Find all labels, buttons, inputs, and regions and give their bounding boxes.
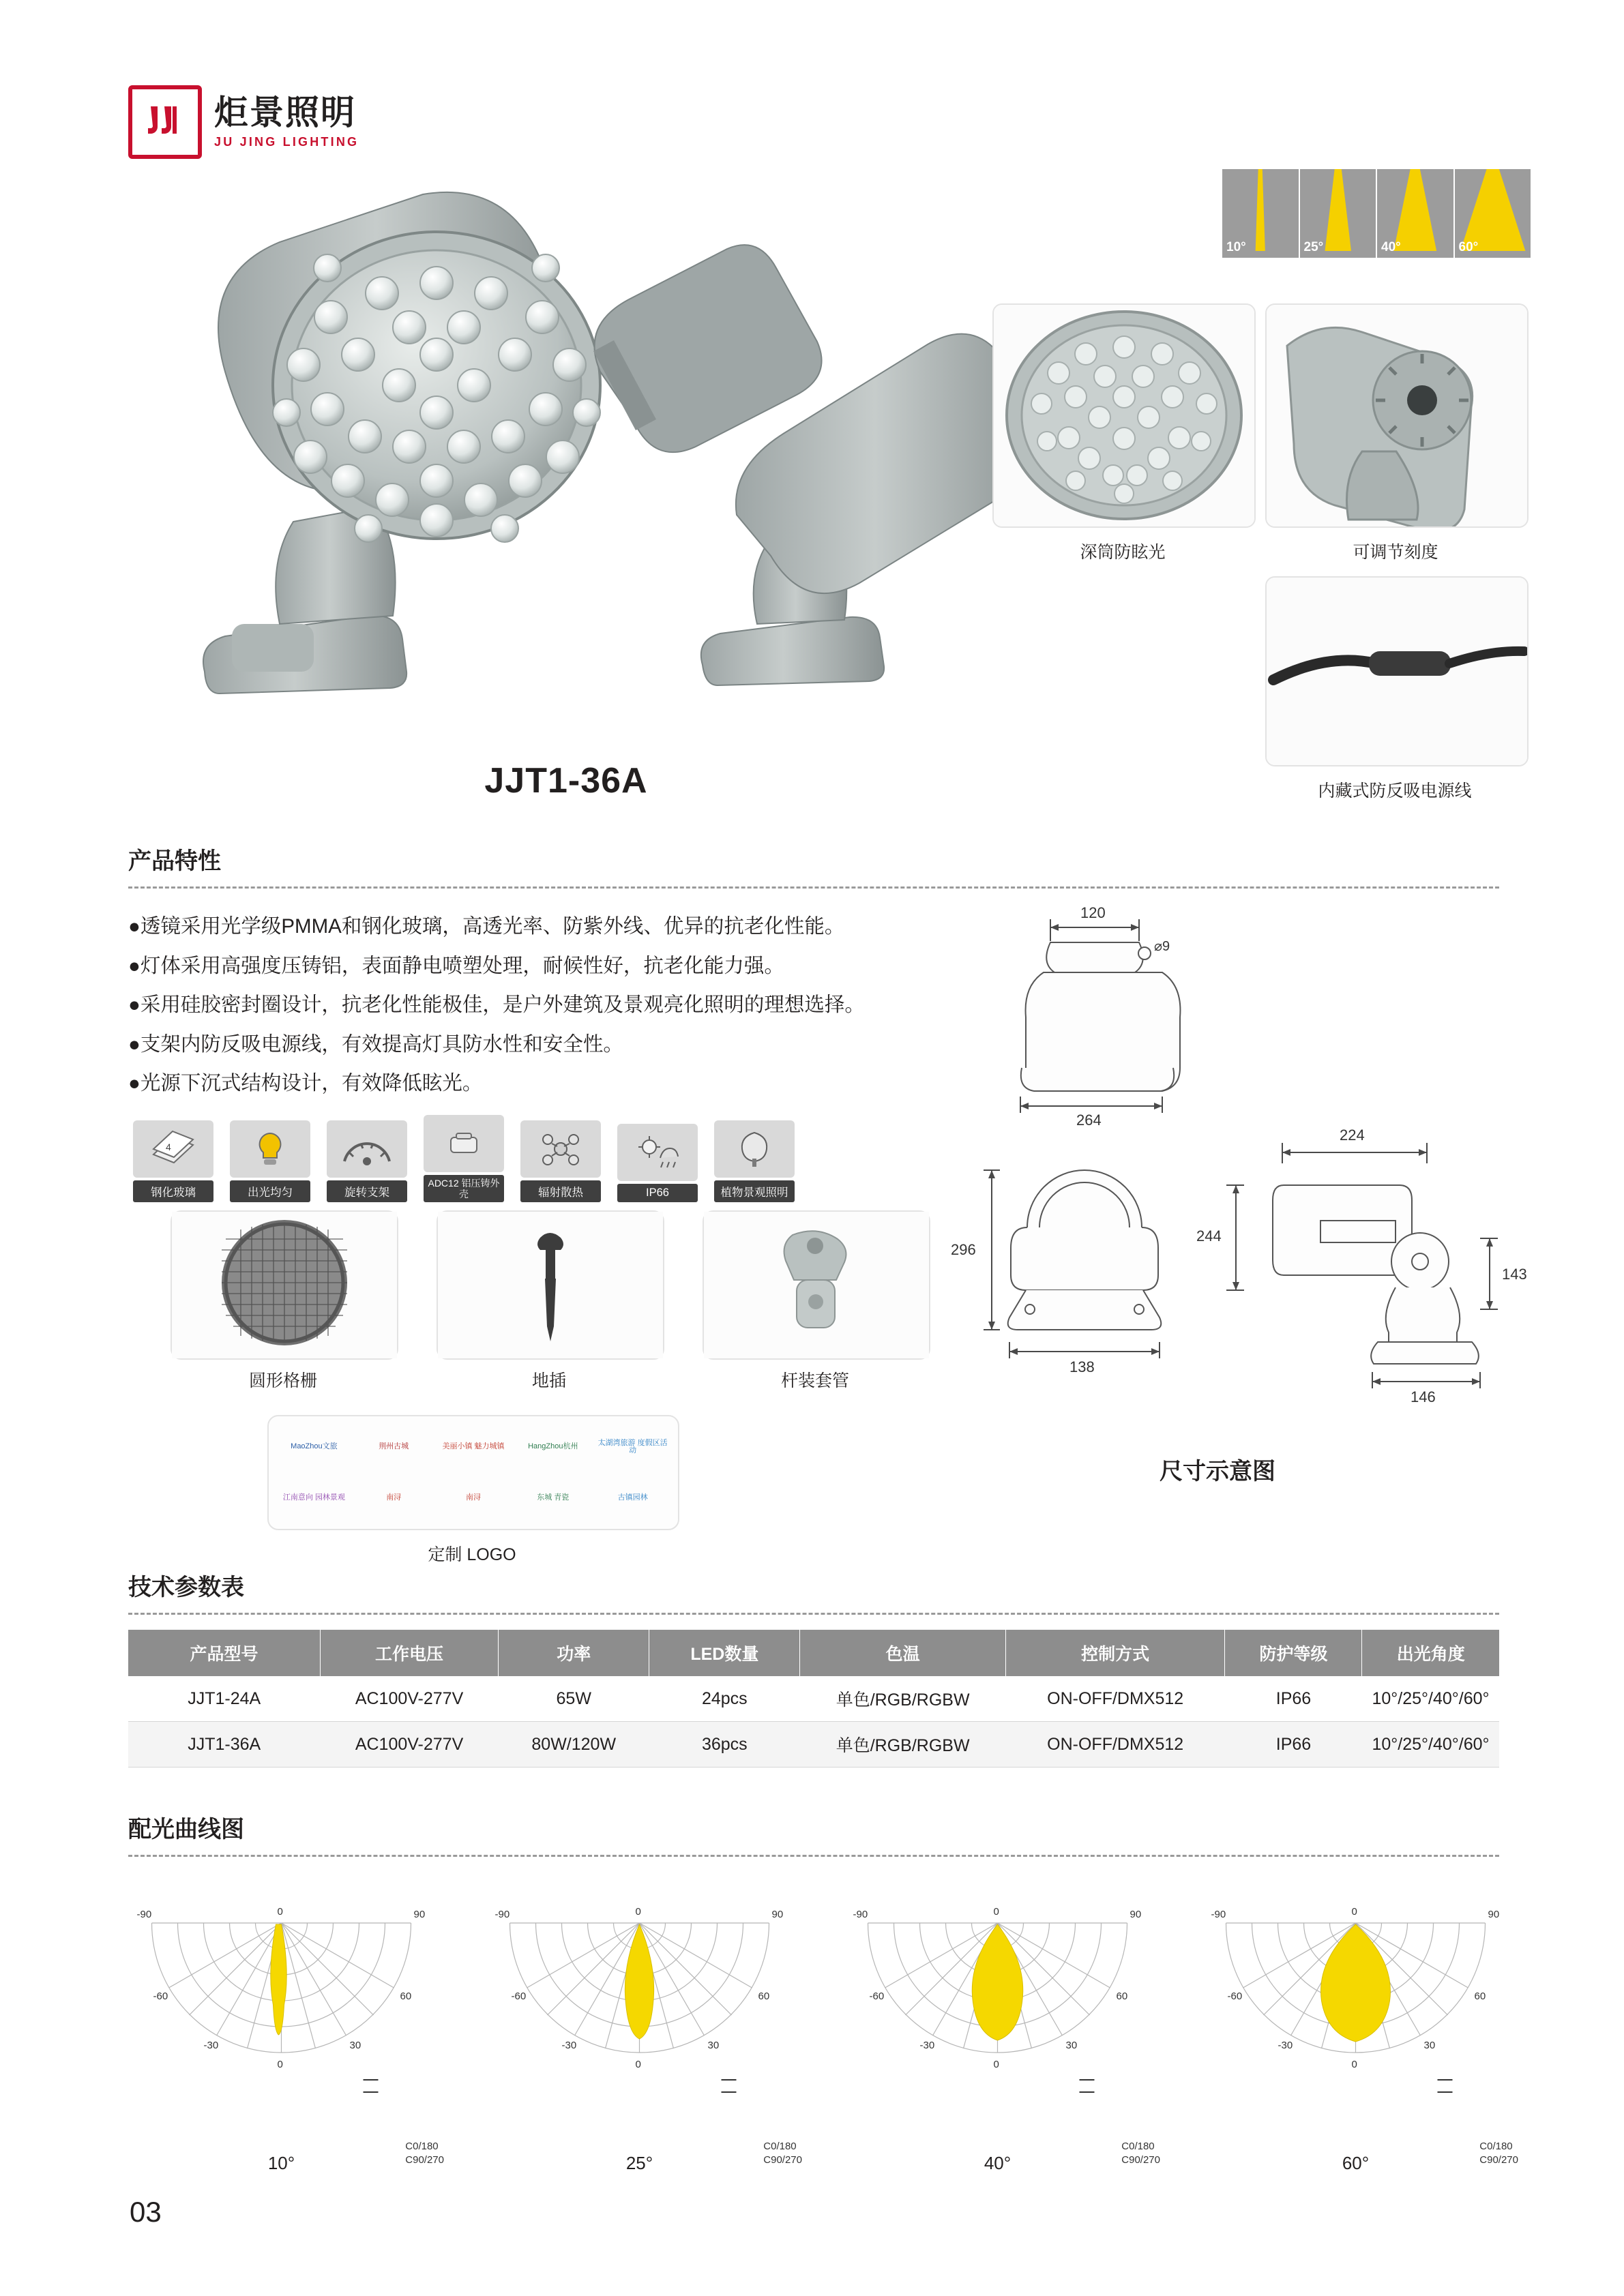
product-model-name: JJT1-36A <box>484 761 648 801</box>
svg-text:-60: -60 <box>1227 1991 1243 2002</box>
brand-name-en: JU JING LIGHTING <box>214 134 359 149</box>
polar-diagram-10 <box>102 1882 460 2114</box>
curve-legend-c0: C0/180 <box>1121 2140 1155 2152</box>
accessory-card-pole-sleeve <box>703 1210 930 1360</box>
curve-legend-c90: C90/270 <box>763 2153 802 2166</box>
beam-cell-40 <box>1377 169 1453 258</box>
curve-legend-c0: C0/180 <box>1479 2140 1513 2152</box>
feature-bullet: ●透镜采用光学级PMMA和钢化玻璃，高透光率、防紫外线、优异的抗老化性能。 <box>128 915 845 938</box>
svg-text:-90: -90 <box>1211 1909 1226 1920</box>
icon-caption: 旋转支架 <box>327 1180 407 1202</box>
adc12-housing-icon <box>424 1115 504 1172</box>
section-title-curves: 配光曲线图 <box>128 1817 244 1843</box>
svg-text:264: 264 <box>1076 1112 1102 1129</box>
spec-cell-ip: IP66 <box>1225 1676 1362 1722</box>
waterproof-sun-rain-icon <box>636 1133 679 1172</box>
spec-table <box>128 1630 1499 1768</box>
feature-bullet: ●支架内防反吸电源线，有效提高灯具防水性和安全性。 <box>128 1032 623 1056</box>
spec-cell-beam-angle: 10°/25°/40°/60° <box>1362 1676 1499 1722</box>
icon-caption: 出光均匀 <box>230 1180 310 1202</box>
svg-text:-30: -30 <box>1278 2040 1293 2051</box>
logo-chip: 荆州古城 <box>379 1442 409 1451</box>
logo-chip: 美丽小镇 魅力城镇 <box>442 1442 505 1451</box>
thumb-adjustable-scale <box>1265 303 1529 528</box>
svg-text:⌀9: ⌀9 <box>1154 939 1170 954</box>
logo-chip: 东城 青瓷 <box>537 1493 570 1502</box>
spec-cell-control: ON-OFF/DMX512 <box>1005 1676 1225 1722</box>
spec-cell-led-count: 24pcs <box>649 1676 800 1722</box>
polar-diagram-25 <box>460 1882 818 2114</box>
beam-label-10: 10° <box>1226 240 1246 254</box>
curve-caption-10: 10° <box>267 2153 295 2173</box>
svg-text:30: 30 <box>707 2040 720 2051</box>
svg-text:120: 120 <box>1080 904 1106 921</box>
built-in-cable-photo <box>1267 578 1527 765</box>
curve-caption-25: 25° <box>625 2153 653 2173</box>
svg-text:0: 0 <box>277 2059 283 2070</box>
svg-text:-60: -60 <box>153 1991 168 2002</box>
spec-header-power: 功率 <box>499 1630 649 1676</box>
spec-header-cct: 色温 <box>800 1630 1006 1676</box>
table-row <box>128 1676 1499 1722</box>
section-title-features: 产品特性 <box>128 848 221 874</box>
section-title-params: 技术参数表 <box>128 1575 244 1600</box>
curve-caption-40: 40° <box>984 2153 1012 2173</box>
svg-text:-30: -30 <box>203 2040 219 2051</box>
accessory-card-ground-spike <box>437 1210 664 1360</box>
brand-text <box>214 95 359 149</box>
spec-cell-beam-angle: 10°/25°/40°/60° <box>1362 1722 1499 1768</box>
beam-cell-25 <box>1300 169 1376 258</box>
accessory-card-round-grille <box>171 1210 398 1360</box>
svg-text:-30: -30 <box>561 2040 577 2051</box>
custom-logo-caption: 定制 LOGO <box>428 1545 516 1564</box>
beam-label-60: 60° <box>1458 240 1479 254</box>
svg-text:60: 60 <box>1474 1991 1486 2002</box>
icon-caption: 植物景观照明 <box>714 1180 795 1202</box>
spec-header-control: 控制方式 <box>1005 1630 1225 1676</box>
svg-text:296: 296 <box>951 1241 976 1258</box>
icon-item-rotating-bracket <box>323 1120 411 1202</box>
svg-text:60: 60 <box>1116 1991 1128 2002</box>
accessory-caption-ground-spike: 地插 <box>531 1371 566 1390</box>
logo-chip: 南浔 <box>386 1493 402 1502</box>
spec-cell-power: 80W/120W <box>499 1722 649 1768</box>
thumb-built-in-cable <box>1265 576 1529 766</box>
beam-label-25: 25° <box>1303 240 1324 254</box>
jj-monogram-icon <box>141 98 189 146</box>
ground-spike-photo <box>438 1212 663 1358</box>
spec-table-header-row <box>128 1630 1499 1676</box>
logo-chip: HangZhou杭州 <box>528 1442 578 1451</box>
logo-chip: MaoZhou文旅 <box>291 1442 338 1451</box>
curve-chart-40 <box>818 1882 1177 2173</box>
custom-logo-grid <box>276 1423 671 1522</box>
svg-text:-60: -60 <box>869 1991 885 2002</box>
curve-legend-c0: C0/180 <box>405 2140 439 2152</box>
spec-cell-led-count: 36pcs <box>649 1722 800 1768</box>
lamp-front-view <box>203 192 600 694</box>
radiating-dots-icon <box>540 1130 582 1168</box>
icon-caption-adc12: ADC12 铝压铸外壳 <box>424 1175 504 1202</box>
icon-item-adc12-housing <box>420 1115 507 1202</box>
feature-icon-row <box>130 1115 798 1202</box>
beam-cell-10 <box>1222 169 1299 258</box>
beam-cell-60 <box>1455 169 1531 258</box>
spec-header-beam-angle: 出光角度 <box>1362 1630 1499 1676</box>
dimension-drawings <box>941 900 1569 1446</box>
svg-text:0: 0 <box>277 1906 283 1918</box>
polar-diagram-40 <box>818 1882 1177 2114</box>
logo-chip: 古镇园林 <box>617 1493 648 1502</box>
uniform-light-icon <box>230 1120 310 1178</box>
spec-cell-ip: IP66 <box>1225 1722 1362 1768</box>
curve-caption-60: 60° <box>1342 2153 1370 2173</box>
svg-text:138: 138 <box>1069 1358 1095 1375</box>
svg-text:4: 4 <box>166 1142 171 1153</box>
curve-legend-c90: C90/270 <box>1121 2153 1160 2166</box>
svg-text:60: 60 <box>400 1991 412 2002</box>
icon-item-landscape-lighting <box>711 1120 798 1202</box>
floodlight-illustration <box>123 147 1078 760</box>
logo-chip: 太湖湾旅游 度假区活动 <box>597 1438 668 1455</box>
lamp-side-view <box>593 245 1045 685</box>
landscape-lighting-icon <box>714 1120 795 1178</box>
svg-text:90: 90 <box>771 1909 784 1920</box>
pole-mount-sleeve-photo <box>704 1212 929 1358</box>
dimension-title: 尺寸示意图 <box>1160 1459 1275 1485</box>
svg-text:-90: -90 <box>494 1909 510 1920</box>
polar-diagram-60 <box>1177 1882 1535 2114</box>
svg-text:0: 0 <box>993 2059 999 2070</box>
svg-text:224: 224 <box>1340 1127 1365 1144</box>
ip66-icon <box>617 1124 698 1181</box>
divider-curves <box>128 1855 1499 1857</box>
divider-params <box>128 1613 1499 1615</box>
icon-item-heat-dissipation <box>517 1120 604 1202</box>
tree-icon <box>734 1130 775 1168</box>
svg-text:0: 0 <box>1351 2059 1357 2070</box>
svg-text:90: 90 <box>1488 1909 1500 1920</box>
rotating-bracket-icon <box>327 1120 407 1178</box>
housing-shape-icon <box>448 1132 479 1155</box>
curve-legend-c0: C0/180 <box>763 2140 797 2152</box>
spec-cell-cct: 单色/RGB/RGBW <box>800 1676 1006 1722</box>
brand-name-cn: 炬景照明 <box>214 93 356 132</box>
spec-header-led-count: LED数量 <box>649 1630 800 1676</box>
svg-text:-90: -90 <box>136 1909 152 1920</box>
curve-legend-c90: C90/270 <box>405 2153 444 2166</box>
spec-cell-control: ON-OFF/DMX512 <box>1005 1722 1225 1768</box>
icon-item-tempered-glass <box>130 1120 217 1202</box>
page-number: 03 <box>130 2196 162 2228</box>
curve-legend-c90: C90/270 <box>1479 2153 1518 2166</box>
photometric-curve-row <box>102 1882 1535 2173</box>
svg-text:146: 146 <box>1411 1388 1436 1405</box>
svg-text:90: 90 <box>413 1909 426 1920</box>
svg-text:0: 0 <box>635 2059 641 2070</box>
svg-text:-90: -90 <box>853 1909 868 1920</box>
svg-text:0: 0 <box>993 1906 999 1918</box>
glass-layers-icon <box>149 1130 197 1168</box>
feature-bullet: ●光源下沉式结构设计，有效降低眩光。 <box>128 1072 483 1095</box>
accessory-caption-round-grille: 圆形格栅 <box>248 1371 317 1390</box>
thumb-caption-adjustable-scale: 可调节刻度 <box>1353 543 1438 562</box>
hero-product-image <box>123 147 1078 760</box>
heat-dissipation-icon <box>520 1120 601 1178</box>
svg-text:30: 30 <box>1423 2040 1436 2051</box>
icon-caption: IP66 <box>617 1184 698 1202</box>
dimension-svg <box>941 900 1569 1446</box>
spec-cell-cct: 单色/RGB/RGBW <box>800 1722 1006 1768</box>
feature-bullet-list <box>128 907 933 1103</box>
svg-text:-30: -30 <box>919 2040 935 2051</box>
curve-chart-60 <box>1177 1882 1535 2173</box>
spec-header-model: 产品型号 <box>128 1630 320 1676</box>
spec-cell-power: 65W <box>499 1676 649 1722</box>
feature-bullet: ●采用硅胶密封圈设计，抗老化性能极佳，是户外建筑及景观亮化照明的理想选择。 <box>128 994 865 1017</box>
svg-text:244: 244 <box>1196 1227 1222 1244</box>
rotation-arc-icon <box>340 1130 394 1168</box>
curve-chart-25 <box>460 1882 818 2173</box>
thumb-deep-glare-shield <box>992 303 1256 528</box>
svg-text:30: 30 <box>1065 2040 1078 2051</box>
spec-cell-model: JJT1-24A <box>128 1676 320 1722</box>
svg-text:0: 0 <box>1351 1906 1357 1918</box>
beam-angle-strip <box>1222 169 1531 258</box>
icon-item-ip66 <box>614 1124 701 1202</box>
icon-caption: 钢化玻璃 <box>133 1180 213 1202</box>
svg-text:60: 60 <box>758 1991 770 2002</box>
logo-chip: 江南意向 园林景观 <box>282 1493 345 1502</box>
tempered-glass-icon <box>133 1120 213 1178</box>
icon-item-uniform-light <box>226 1120 314 1202</box>
curve-chart-10 <box>102 1882 460 2173</box>
thumb-caption-deep-glare-shield: 深筒防眩光 <box>1080 543 1166 562</box>
accessory-caption-pole-sleeve: 杆装套管 <box>780 1371 849 1390</box>
divider-features <box>128 886 1499 889</box>
spec-header-ip: 防护等级 <box>1225 1630 1362 1676</box>
deep-glare-shield-photo <box>994 305 1254 526</box>
svg-text:-60: -60 <box>511 1991 527 2002</box>
light-bulb-icon <box>250 1129 291 1169</box>
logo-chip: 南浔 <box>465 1493 481 1502</box>
thumb-caption-built-in-cable: 内藏式防反吸电源线 <box>1318 781 1472 801</box>
svg-text:0: 0 <box>635 1906 641 1918</box>
svg-text:90: 90 <box>1130 1909 1142 1920</box>
round-grille-photo <box>172 1212 397 1358</box>
icon-caption: 辐射散热 <box>520 1180 601 1202</box>
svg-text:30: 30 <box>349 2040 361 2051</box>
svg-text:143: 143 <box>1502 1266 1527 1283</box>
table-row <box>128 1722 1499 1768</box>
spec-cell-model: JJT1-36A <box>128 1722 320 1768</box>
beam-label-40: 40° <box>1381 240 1401 254</box>
spec-header-voltage: 工作电压 <box>320 1630 498 1676</box>
feature-bullet: ●灯体采用高强度压铸铝，表面静电喷塑处理，耐候性好，抗老化能力强。 <box>128 954 784 977</box>
spec-cell-voltage: AC100V-277V <box>320 1722 498 1768</box>
custom-logo-card <box>267 1415 679 1530</box>
adjustable-scale-photo <box>1267 305 1527 526</box>
spec-cell-voltage: AC100V-277V <box>320 1676 498 1722</box>
